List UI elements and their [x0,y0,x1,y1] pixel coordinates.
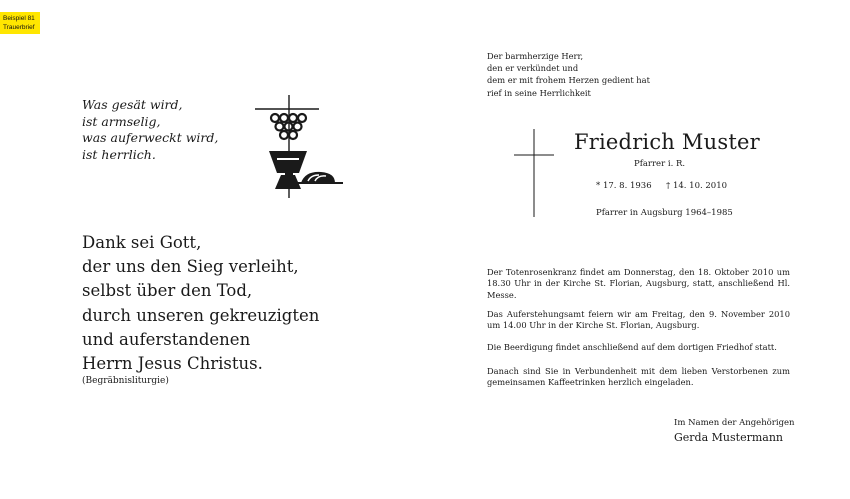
badge-line-2: Trauerbrief [3,24,35,31]
dank-line: durch unseren gekreuzigten [82,305,320,325]
signature-name: Gerda Mustermann [674,431,783,444]
opening-verse [487,50,650,99]
badge-line-1: Beispiel 81 [3,15,35,22]
verse-line: Was gesät wird, [82,97,183,112]
signature-intro: Im Namen der Angehörigen [674,418,795,428]
verse-line: rief in seine Herrlichkeit [487,87,591,98]
deceased-role: Pfarrer in Augsburg 1964–1985 [596,208,733,218]
dank-line: Dank sei Gott, [82,233,202,252]
dank-line: selbst über den Tod, [82,281,253,301]
burial-paragraph: Die Beerdigung findet anschließend auf dem dortigen Friedhof statt. [487,342,777,352]
birth-date: * 17. 8. 1936 [596,181,652,191]
verse-line: Der barmherzige Herr, [487,51,584,61]
dank-line: der uns den Sieg verleiht, [82,257,299,277]
verse-line: ist herrlich. [82,146,156,162]
verse-line: dem er mit frohem Herzen gedient hat [487,75,650,86]
cross-icon [513,129,555,219]
thanksgiving-verse [82,231,319,376]
dank-line: und auferstandenen [82,329,251,349]
dank-line: Herrn Jesus Christus. [82,354,263,374]
deceased-title: Pfarrer i. R. [634,159,686,169]
liturgy-source: (Begräbnisliturgie) [82,376,169,386]
death-date: † 14. 10. 2010 [666,181,728,191]
rosary-paragraph: Der Totenrosenkranz findet am Donnerstag, den 18. Oktober 2010 um 18.30 Uhr in der Kirche St. Florian, Augsburg, statt, anschließend Hl. Messe. [487,267,790,300]
italic-verse [82,97,218,163]
example-badge [0,12,40,34]
verse-line: was auferweckt wird, [82,130,219,145]
cross-grapes-chalice-bread-icon [255,95,345,200]
requiem-paragraph: Das Auferstehungsamt feiern wir am Freitag, den 9. November 2010 um 14.00 Uhr in der Kirche St. Florian, Augsburg. [487,309,790,331]
verse-line: ist armselig, [82,113,161,129]
invitation-paragraph: Danach sind Sie in Verbundenheit mit dem lieben Verstorbenen zum gemeinsamen Kaffeetrinken herzlich eingeladen. [487,366,790,388]
deceased-name: Friedrich Muster [574,130,760,154]
verse-line: den er verkündet und [487,63,579,74]
